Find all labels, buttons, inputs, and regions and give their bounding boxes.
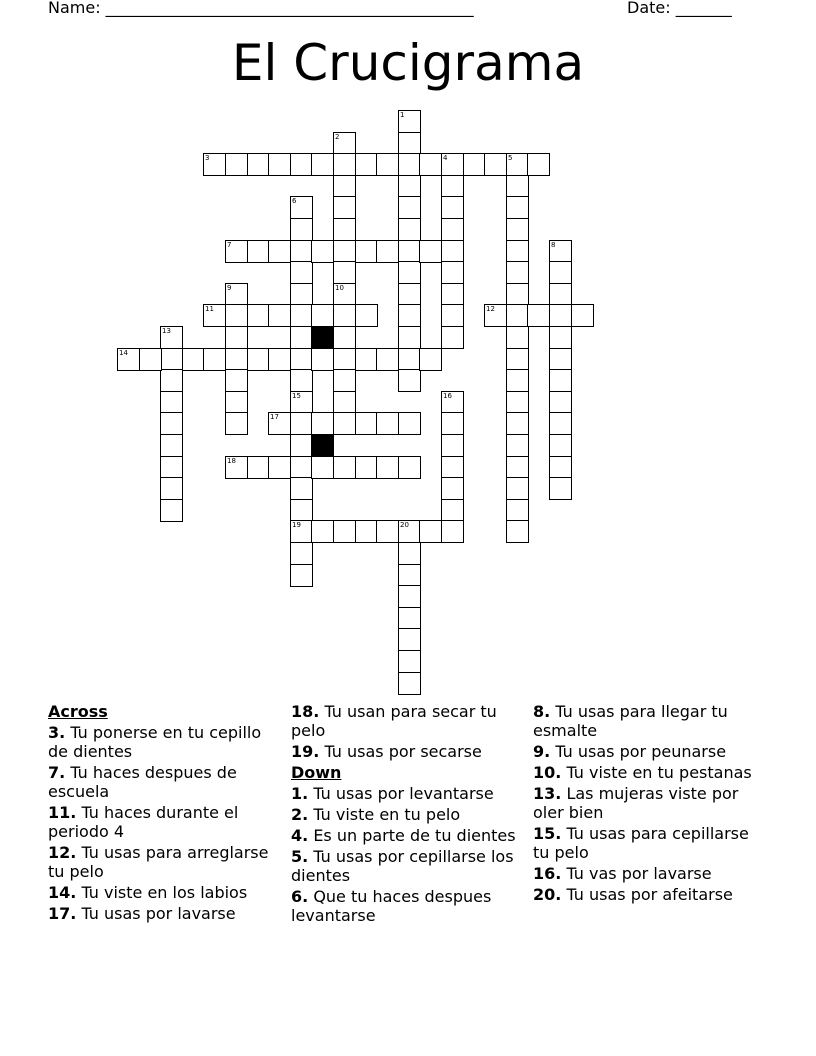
grid-cell[interactable] xyxy=(160,412,183,435)
grid-cell[interactable] xyxy=(290,261,313,284)
grid-cell[interactable] xyxy=(311,348,334,371)
grid-cell[interactable] xyxy=(549,412,572,435)
grid-cell[interactable] xyxy=(527,304,550,327)
clue-down-13: 13. Las mujeras viste por oler bien xyxy=(533,784,739,822)
grid-cell[interactable] xyxy=(333,520,356,543)
grid-cell[interactable] xyxy=(160,369,183,392)
grid-cell[interactable] xyxy=(441,434,464,457)
grid-cell[interactable] xyxy=(333,412,356,435)
clue-down-15: 15. Tu usas para cepillarse tu pelo xyxy=(533,824,749,862)
grid-cell[interactable] xyxy=(117,348,140,371)
grid-cell[interactable] xyxy=(268,348,291,371)
grid-cell[interactable] xyxy=(398,650,421,673)
cell-number: 20 xyxy=(400,521,409,529)
cell-number: 17 xyxy=(270,413,279,421)
grid-cell[interactable] xyxy=(290,520,313,543)
cell-number: 13 xyxy=(162,327,171,335)
grid-cell[interactable] xyxy=(355,348,378,371)
clue-down-9: 9. Tu usas por peunarse xyxy=(533,742,727,761)
clue-down-1: 1. Tu usas por levantarse xyxy=(291,784,494,803)
grid-cell[interactable] xyxy=(506,412,529,435)
grid-cell[interactable] xyxy=(506,326,529,349)
grid-cell[interactable] xyxy=(506,369,529,392)
cell-number: 3 xyxy=(205,154,210,162)
grid-cell[interactable] xyxy=(549,456,572,479)
cell-number: 15 xyxy=(292,392,301,400)
grid-cell[interactable] xyxy=(398,542,421,565)
grid-cell[interactable] xyxy=(484,153,507,176)
date-field[interactable]: Date: _______ xyxy=(627,0,732,17)
grid-cell[interactable] xyxy=(376,520,399,543)
grid-cell[interactable] xyxy=(398,564,421,587)
grid-cell[interactable] xyxy=(268,304,291,327)
grid-cell[interactable] xyxy=(160,499,183,522)
grid-cell[interactable] xyxy=(441,499,464,522)
grid-cell[interactable] xyxy=(506,218,529,241)
grid-cell[interactable] xyxy=(441,304,464,327)
grid-cell[interactable] xyxy=(441,283,464,306)
grid-cell[interactable] xyxy=(290,240,313,263)
cell-number: 2 xyxy=(335,133,340,141)
clue-down-4: 4. Es un parte de tu dientes xyxy=(291,826,516,845)
grid-cell[interactable] xyxy=(290,412,313,435)
grid-cell[interactable] xyxy=(290,326,313,349)
clue-across-3: 3. Tu ponerse en tu cepillo de dientes xyxy=(48,723,262,761)
grid-cell[interactable] xyxy=(398,196,421,219)
grid-cell[interactable] xyxy=(203,153,226,176)
clue-down-2: 2. Tu viste en tu pelo xyxy=(291,805,461,824)
grid-cell[interactable] xyxy=(376,153,399,176)
clues-column-1 xyxy=(48,702,278,925)
grid-cell[interactable] xyxy=(225,240,248,263)
grid-cell[interactable] xyxy=(506,240,529,263)
clue-across-7: 7. Tu haces despues de escuela xyxy=(48,763,237,801)
grid-cell[interactable] xyxy=(333,304,356,327)
cell-number: 8 xyxy=(551,241,556,249)
grid-cell[interactable] xyxy=(160,391,183,414)
grid-cell[interactable] xyxy=(506,175,529,198)
grid-cell[interactable] xyxy=(333,240,356,263)
grid-cell[interactable] xyxy=(506,391,529,414)
grid-cell[interactable] xyxy=(398,369,421,392)
grid-cell[interactable] xyxy=(398,456,421,479)
grid-cell[interactable] xyxy=(290,304,313,327)
grid-cell[interactable] xyxy=(419,240,442,263)
cell-number: 6 xyxy=(292,197,297,205)
grid-cell[interactable] xyxy=(333,132,356,155)
grid-cell[interactable] xyxy=(311,304,334,327)
grid-cell[interactable] xyxy=(333,218,356,241)
grid-cell[interactable] xyxy=(139,348,162,371)
grid-cell[interactable] xyxy=(290,456,313,479)
clue-across-14: 14. Tu viste en los labios xyxy=(48,883,248,902)
grid-cell[interactable] xyxy=(549,261,572,284)
grid-cell[interactable] xyxy=(549,369,572,392)
grid-cell[interactable] xyxy=(506,456,529,479)
grid-cell[interactable] xyxy=(268,153,291,176)
grid-cell[interactable] xyxy=(398,110,421,133)
grid-cell[interactable] xyxy=(290,564,313,587)
grid-cell[interactable] xyxy=(160,477,183,500)
grid-cell[interactable] xyxy=(355,304,378,327)
grid-cell[interactable] xyxy=(290,477,313,500)
grid-cell[interactable] xyxy=(506,434,529,457)
grid-cell[interactable] xyxy=(311,412,334,435)
grid-cell[interactable] xyxy=(290,369,313,392)
grid-cell[interactable] xyxy=(549,348,572,371)
clues-column-3 xyxy=(533,702,763,906)
grid-cell[interactable] xyxy=(549,434,572,457)
grid-cell[interactable] xyxy=(441,261,464,284)
grid-cell[interactable] xyxy=(398,304,421,327)
grid-cell[interactable] xyxy=(506,499,529,522)
grid-cell[interactable] xyxy=(441,477,464,500)
grid-cell[interactable] xyxy=(571,304,594,327)
grid-cell[interactable] xyxy=(333,456,356,479)
grid-cell[interactable] xyxy=(398,348,421,371)
grid-cell[interactable] xyxy=(203,304,226,327)
cell-number: 7 xyxy=(227,241,232,249)
grid-cell[interactable] xyxy=(290,348,313,371)
grid-cell[interactable] xyxy=(225,369,248,392)
clue-across-17: 17. Tu usas por lavarse xyxy=(48,904,236,923)
across-heading: Across xyxy=(48,702,108,721)
grid-cell[interactable] xyxy=(398,132,421,155)
grid-cell[interactable] xyxy=(182,348,205,371)
grid-cell[interactable] xyxy=(506,153,529,176)
grid-cell[interactable] xyxy=(376,348,399,371)
clue-across-11: 11. Tu haces durante el periodo 4 xyxy=(48,803,239,841)
clue-down-8: 8. Tu usas para llegar tu esmalte xyxy=(533,702,728,740)
grid-cell[interactable] xyxy=(376,240,399,263)
cell-number: 16 xyxy=(443,392,452,400)
grid-cell[interactable] xyxy=(441,240,464,263)
cell-number: 5 xyxy=(508,154,513,162)
grid-cell[interactable] xyxy=(160,456,183,479)
grid-cell[interactable] xyxy=(398,607,421,630)
grid-cell[interactable] xyxy=(441,391,464,414)
grid-cell[interactable] xyxy=(398,585,421,608)
grid-cell[interactable] xyxy=(160,348,183,371)
grid-cell[interactable] xyxy=(484,304,507,327)
clues-column-2 xyxy=(291,702,521,927)
grid-cell[interactable] xyxy=(441,196,464,219)
grid-cell[interactable] xyxy=(268,456,291,479)
grid-cell[interactable] xyxy=(225,283,248,306)
grid-block xyxy=(311,434,334,457)
grid-cell[interactable] xyxy=(247,240,270,263)
grid-cell[interactable] xyxy=(398,218,421,241)
grid-cell[interactable] xyxy=(441,412,464,435)
grid-cell[interactable] xyxy=(290,434,313,457)
grid-cell[interactable] xyxy=(333,326,356,349)
grid-cell[interactable] xyxy=(506,348,529,371)
clue-across-19: 19. Tu usas por secarse xyxy=(291,742,482,761)
cell-number: 1 xyxy=(400,111,405,119)
grid-cell[interactable] xyxy=(398,520,421,543)
grid-cell[interactable] xyxy=(290,283,313,306)
grid-cell[interactable] xyxy=(398,261,421,284)
grid-cell[interactable] xyxy=(247,304,270,327)
grid-cell[interactable] xyxy=(506,261,529,284)
clue-down-16: 16. Tu vas por lavarse xyxy=(533,864,712,883)
grid-cell[interactable] xyxy=(290,196,313,219)
grid-cell[interactable] xyxy=(247,153,270,176)
grid-cell[interactable] xyxy=(333,391,356,414)
grid-cell[interactable] xyxy=(398,153,421,176)
grid-cell[interactable] xyxy=(225,391,248,414)
grid-cell[interactable] xyxy=(398,672,421,695)
grid-cell[interactable] xyxy=(463,153,486,176)
grid-cell[interactable] xyxy=(506,477,529,500)
clue-across-18: 18. Tu usan para secar tu pelo xyxy=(291,702,497,740)
grid-cell[interactable] xyxy=(355,240,378,263)
grid-cell[interactable] xyxy=(203,348,226,371)
grid-cell[interactable] xyxy=(419,348,442,371)
grid-cell[interactable] xyxy=(398,283,421,306)
clue-down-10: 10. Tu viste en tu pestanas xyxy=(533,763,752,782)
grid-cell[interactable] xyxy=(290,499,313,522)
clue-across-12: 12. Tu usas para arreglarse tu pelo xyxy=(48,843,269,881)
grid-cell[interactable] xyxy=(419,520,442,543)
grid-cell[interactable] xyxy=(247,456,270,479)
grid-cell[interactable] xyxy=(225,412,248,435)
grid-cell[interactable] xyxy=(441,326,464,349)
grid-cell[interactable] xyxy=(311,153,334,176)
grid-cell[interactable] xyxy=(333,348,356,371)
down-heading: Down xyxy=(291,763,342,782)
grid-cell[interactable] xyxy=(225,456,248,479)
grid-cell[interactable] xyxy=(549,283,572,306)
grid-cell[interactable] xyxy=(398,240,421,263)
name-field[interactable]: Name: ______________________________________________ xyxy=(48,0,474,17)
clue-down-6: 6. Que tu haces despues levantarse xyxy=(291,887,492,925)
grid-cell[interactable] xyxy=(290,218,313,241)
grid-cell[interactable] xyxy=(311,456,334,479)
grid-cell[interactable] xyxy=(355,153,378,176)
grid-cell[interactable] xyxy=(441,218,464,241)
grid-cell[interactable] xyxy=(419,153,442,176)
grid-cell[interactable] xyxy=(398,326,421,349)
grid-cell[interactable] xyxy=(311,240,334,263)
grid-cell[interactable] xyxy=(225,304,248,327)
grid-cell[interactable] xyxy=(549,304,572,327)
grid-cell[interactable] xyxy=(355,520,378,543)
grid-cell[interactable] xyxy=(268,412,291,435)
grid-block xyxy=(311,326,334,349)
grid-cell[interactable] xyxy=(225,348,248,371)
grid-cell[interactable] xyxy=(398,412,421,435)
grid-cell[interactable] xyxy=(355,412,378,435)
cell-number: 4 xyxy=(443,154,448,162)
grid-cell[interactable] xyxy=(290,542,313,565)
grid-cell[interactable] xyxy=(506,304,529,327)
grid-cell[interactable] xyxy=(290,153,313,176)
cell-number: 19 xyxy=(292,521,301,529)
grid-cell[interactable] xyxy=(160,434,183,457)
grid-cell[interactable] xyxy=(376,456,399,479)
grid-cell[interactable] xyxy=(527,153,550,176)
cell-number: 12 xyxy=(486,305,495,313)
cell-number: 11 xyxy=(205,305,214,313)
grid-cell[interactable] xyxy=(441,520,464,543)
grid-cell[interactable] xyxy=(549,240,572,263)
grid-cell[interactable] xyxy=(333,175,356,198)
grid-cell[interactable] xyxy=(376,412,399,435)
grid-cell[interactable] xyxy=(549,391,572,414)
cell-number: 18 xyxy=(227,457,236,465)
grid-cell[interactable] xyxy=(333,261,356,284)
grid-cell[interactable] xyxy=(549,326,572,349)
grid-cell[interactable] xyxy=(333,153,356,176)
page-title: El Crucigrama xyxy=(231,34,585,92)
grid-cell[interactable] xyxy=(398,628,421,651)
cell-number: 9 xyxy=(227,284,232,292)
grid-cell[interactable] xyxy=(247,348,270,371)
grid-cell[interactable] xyxy=(355,456,378,479)
grid-cell[interactable] xyxy=(506,196,529,219)
grid-cell[interactable] xyxy=(441,456,464,479)
grid-cell[interactable] xyxy=(506,520,529,543)
grid-cell[interactable] xyxy=(225,326,248,349)
clue-down-5: 5. Tu usas por cepillarse los dientes xyxy=(291,847,514,885)
clue-down-20: 20. Tu usas por afeitarse xyxy=(533,885,733,904)
grid-cell[interactable] xyxy=(311,520,334,543)
grid-cell[interactable] xyxy=(441,175,464,198)
grid-cell[interactable] xyxy=(333,283,356,306)
grid-cell[interactable] xyxy=(225,153,248,176)
grid-cell[interactable] xyxy=(333,196,356,219)
grid-cell[interactable] xyxy=(398,175,421,198)
grid-cell[interactable] xyxy=(333,369,356,392)
grid-cell[interactable] xyxy=(160,326,183,349)
grid-cell[interactable] xyxy=(506,283,529,306)
cell-number: 10 xyxy=(335,284,344,292)
cell-number: 14 xyxy=(119,349,128,357)
grid-cell[interactable] xyxy=(441,153,464,176)
grid-cell[interactable] xyxy=(549,477,572,500)
grid-cell[interactable] xyxy=(268,240,291,263)
grid-cell[interactable] xyxy=(290,391,313,414)
